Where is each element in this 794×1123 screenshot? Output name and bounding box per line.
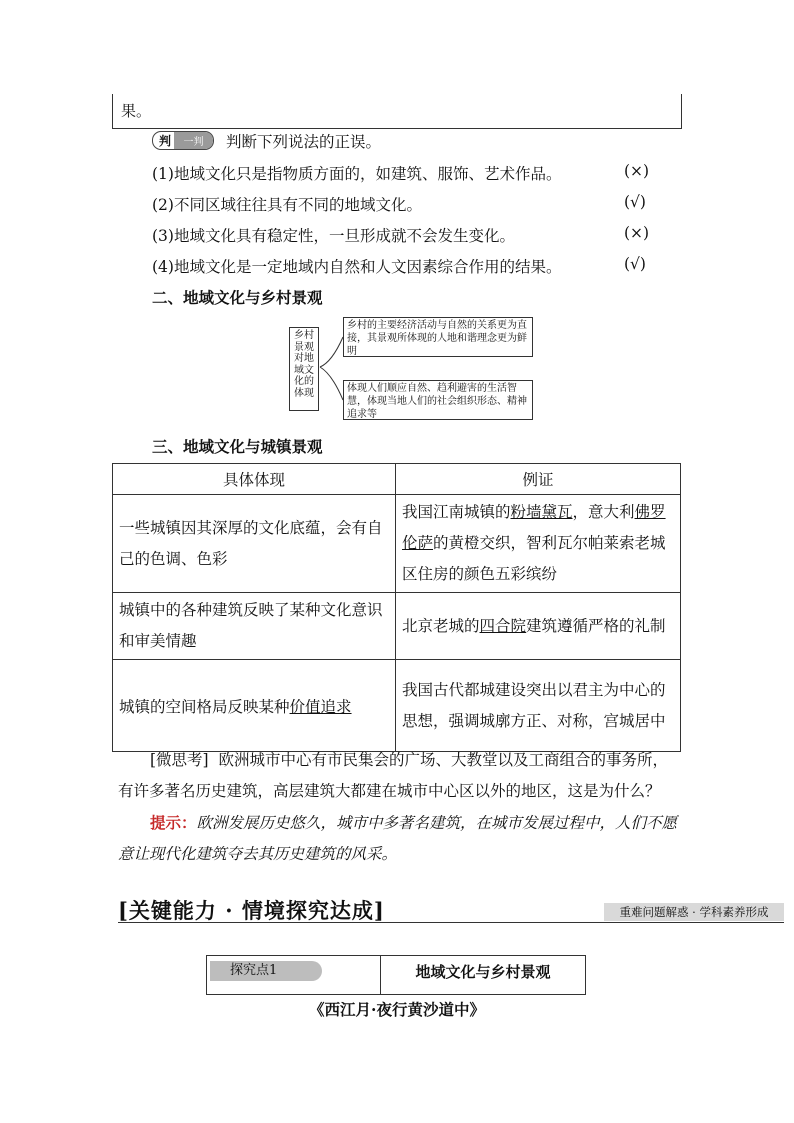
diagram-branch-1: 乡村的主要经济活动与自然的关系更为直接，其景观所体现的人地和谐理念更为鲜明 bbox=[343, 317, 533, 357]
explore-point-box bbox=[206, 955, 586, 995]
micro-question: 欧洲城市中心有市民集会的广场、大教堂以及工商组合的事务所，有许多著名历史建筑，高层建筑大都建在城市中心区以外的地区，这是为什么？ bbox=[118, 751, 668, 800]
table-cell bbox=[396, 495, 681, 593]
section-3-title: 三、地域文化与城镇景观 bbox=[152, 437, 323, 456]
diagram-root: 乡村景观对地域文化的体现 bbox=[289, 327, 319, 411]
answer-3: (×) bbox=[624, 224, 650, 242]
cell-text: 的黄橙交织，智利瓦尔帕莱索老城区住房的颜色五彩缤纷 bbox=[402, 534, 666, 583]
cell-text: 我国江南城镇的 bbox=[402, 503, 511, 521]
table-row bbox=[113, 660, 681, 752]
underlined-term: 佛罗伦萨 bbox=[402, 503, 666, 552]
city-landscape-table bbox=[112, 463, 681, 752]
previous-box-fragment bbox=[112, 94, 682, 129]
underlined-term: 价值追求 bbox=[289, 697, 352, 716]
table-cell: 城镇中的各种建筑反映了某种文化意识和审美情趣 bbox=[113, 593, 396, 660]
answer-2: (√) bbox=[624, 193, 646, 211]
poem-title: 《西江月·夜行黄沙道中》 bbox=[309, 1000, 485, 1019]
underlined-term: 四合院 bbox=[479, 616, 527, 635]
diagram-branch-2: 体现人们顺应自然、趋利避害的生活智慧，体现当地人们的社会组织形态、精神追求等 bbox=[343, 380, 533, 420]
key-section-divider bbox=[118, 922, 784, 923]
hint-label: 提示： bbox=[150, 813, 197, 832]
statement-2: (2)不同区域往往具有不同的地域文化。 bbox=[152, 196, 422, 214]
table-cell bbox=[113, 660, 396, 752]
table-header-row bbox=[113, 464, 681, 495]
underlined-term: 粉墙黛瓦 bbox=[510, 503, 573, 521]
table-header: 例证 bbox=[396, 464, 681, 495]
table-cell bbox=[396, 593, 681, 660]
cell-text: 北京老城的 bbox=[402, 616, 480, 635]
section-2-title: 二、地域文化与乡村景观 bbox=[152, 288, 323, 307]
judge-badge-right: 一判 bbox=[174, 132, 213, 149]
table-row bbox=[113, 495, 681, 593]
micro-thinking bbox=[118, 745, 678, 807]
judge-title: 判断下列说法的正误。 bbox=[226, 133, 382, 151]
key-section-tag: 重难问题解惑 · 学科素养形成 bbox=[604, 903, 784, 921]
table-cell: 我国古代都城建设突出以君主为中心的思想，强调城廓方正、对称，宫城居中 bbox=[396, 660, 681, 752]
statement-3: (3)地域文化具有稳定性，一旦形成就不会发生变化。 bbox=[152, 227, 515, 245]
table-row bbox=[113, 593, 681, 660]
statement-4: (4)地域文化是一定地域内自然和人文因素综合作用的结果。 bbox=[152, 258, 562, 276]
diagram-connector bbox=[318, 322, 346, 422]
key-section-title: [关键能力 · 情境探究达成] bbox=[118, 898, 385, 923]
cell-text: 建筑遵循严格的礼制 bbox=[526, 616, 666, 635]
judge-badge-left: 判 bbox=[159, 134, 172, 148]
micro-label: [微思考] bbox=[150, 751, 209, 769]
cell-text: 城镇的空间格局反映某种 bbox=[119, 697, 290, 716]
judge-badge bbox=[152, 131, 214, 150]
table-cell: 一些城镇因其深厚的文化底蕴，会有自己的色调、色彩 bbox=[113, 495, 396, 593]
table-header: 具体体现 bbox=[113, 464, 396, 495]
hint-text: 欧洲发展历史悠久，城市中多著名建筑，在城市发展过程中，人们不愿意让现代化建筑夺去其历史建筑的风采。 bbox=[118, 814, 678, 863]
answer-4: (√) bbox=[624, 255, 646, 273]
box-text: 果。 bbox=[121, 102, 152, 120]
micro-hint bbox=[118, 807, 678, 870]
answer-1: (×) bbox=[624, 162, 650, 180]
statement-1: (1)地域文化只是指物质方面的，如建筑、服饰、艺术作品。 bbox=[152, 165, 562, 183]
cell-text: ，意大利 bbox=[572, 503, 635, 521]
explore-label-cell bbox=[207, 956, 381, 994]
explore-label: 探究点1 bbox=[210, 961, 322, 981]
explore-title: 地域文化与乡村景观 bbox=[415, 963, 551, 981]
